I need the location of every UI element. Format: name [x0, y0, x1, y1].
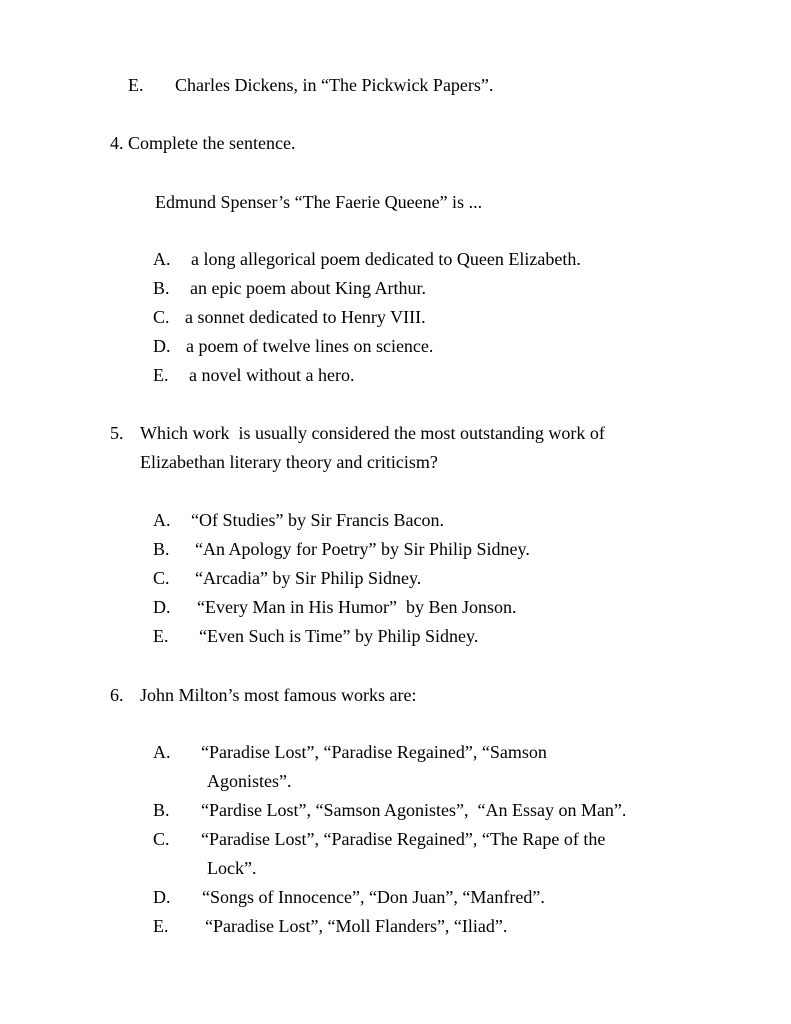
option-letter: C.: [153, 829, 170, 849]
question-number: 5.: [110, 423, 124, 443]
option-letter: A.: [153, 510, 171, 530]
option-letter: C.: [153, 568, 170, 588]
question-text: John Milton’s most famous works are:: [140, 685, 417, 705]
question-text: Which work is usually considered the most outstanding work of: [140, 423, 605, 443]
option-letter: B.: [153, 278, 170, 298]
option-letter: E.: [153, 916, 169, 936]
option-letter: B.: [153, 800, 170, 820]
question-number: 6.: [110, 685, 124, 705]
option-text: a novel without a hero.: [189, 365, 355, 385]
question-title: 4. Complete the sentence.: [110, 133, 296, 153]
option-text: “Every Man in His Humor” by Ben Jonson.: [197, 597, 517, 617]
option-text: “Paradise Lost”, “Paradise Regained”, “Samson: [201, 742, 547, 762]
option-letter: E.: [153, 626, 169, 646]
option-text: an epic poem about King Arthur.: [190, 278, 426, 298]
option-text-continued: Agonistes”.: [207, 771, 292, 791]
option-letter: A.: [153, 249, 171, 269]
option-text: a poem of twelve lines on science.: [186, 336, 434, 356]
option-text: “Arcadia” by Sir Philip Sidney.: [195, 568, 422, 588]
option-letter: E.: [153, 365, 169, 385]
option-letter: A.: [153, 742, 171, 762]
option-text: “Paradise Lost”, “Paradise Regained”, “The Rape of the: [201, 829, 606, 849]
option-text: “An Apology for Poetry” by Sir Philip Sidney.: [195, 539, 530, 559]
option-letter: D.: [153, 597, 171, 617]
option-text-continued: Lock”.: [207, 858, 257, 878]
option-letter: B.: [153, 539, 170, 559]
option-text: “Even Such is Time” by Philip Sidney.: [199, 626, 479, 646]
option-text: “Paradise Lost”, “Moll Flanders”, “Iliad”.: [205, 916, 508, 936]
option-letter: D.: [153, 887, 171, 907]
option-text: “Songs of Innocence”, “Don Juan”, “Manfred”.: [202, 887, 545, 907]
option-text: a sonnet dedicated to Henry VIII.: [185, 307, 426, 327]
question-text: Elizabethan literary theory and criticism?: [140, 452, 438, 472]
option-letter: D.: [153, 336, 171, 356]
option-text: Charles Dickens, in “The Pickwick Papers”.: [175, 75, 494, 95]
option-text: “Of Studies” by Sir Francis Bacon.: [191, 510, 444, 530]
question-prompt: Edmund Spenser’s “The Faerie Queene” is ...: [155, 192, 483, 212]
option-letter: C.: [153, 307, 170, 327]
option-text: “Pardise Lost”, “Samson Agonistes”, “An Essay on Man”.: [201, 800, 627, 820]
option-text: a long allegorical poem dedicated to Queen Elizabeth.: [191, 249, 581, 269]
option-letter: E.: [128, 75, 144, 95]
